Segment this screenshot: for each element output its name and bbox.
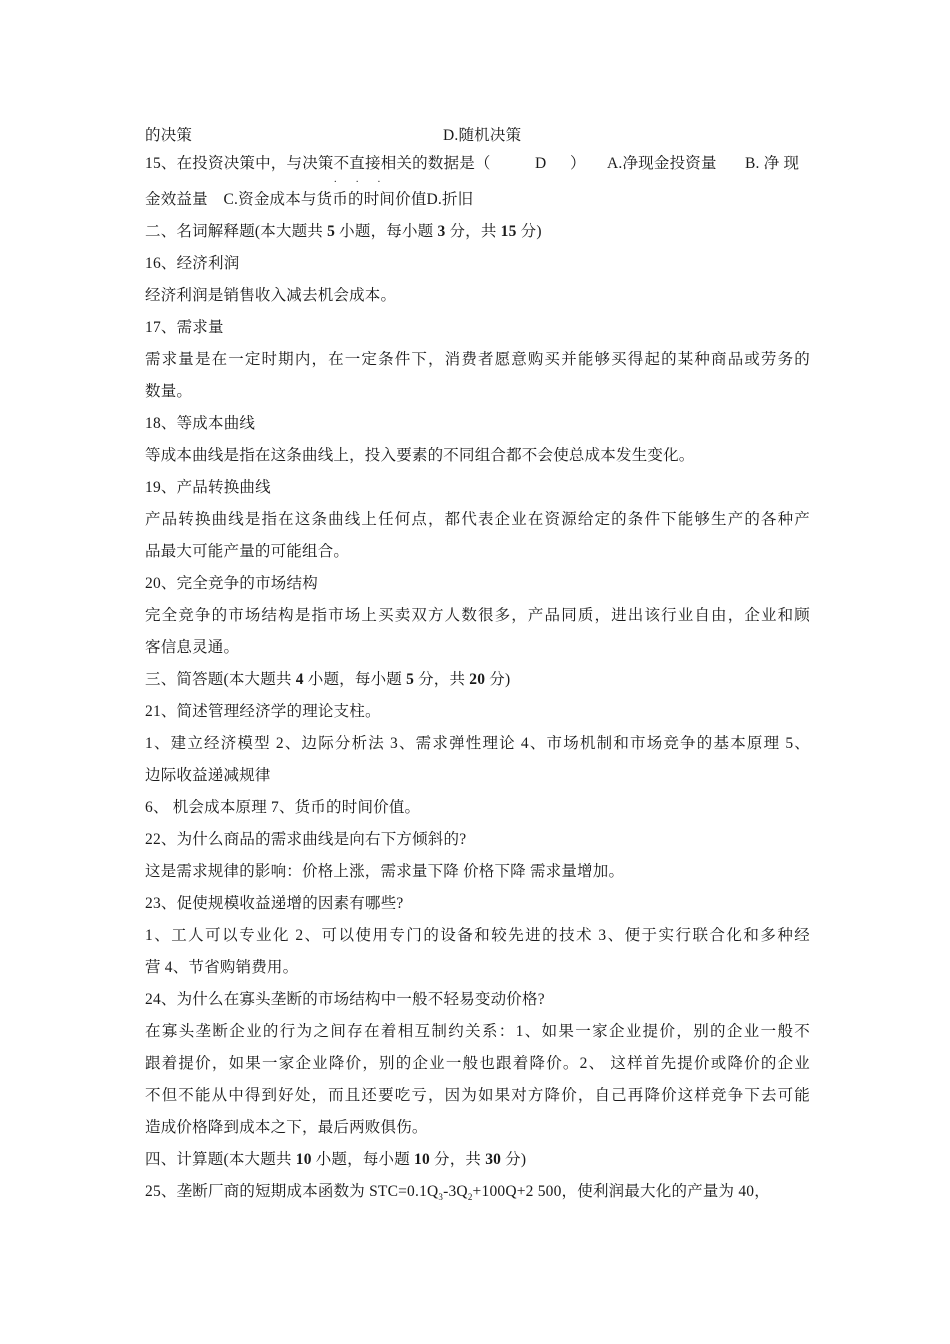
answer-20-line1: 完全竞争的市场结构是指市场上买卖双方人数很多，产品同质，进出该行业自由，企业和顾 [145, 607, 810, 624]
question-24: 24、为什么在寡头垄断的市场结构中一般不轻易变动价格? [145, 991, 545, 1008]
total-num: 20 [469, 671, 486, 688]
answer-17-line1: 需求量是在一定时期内，在一定条件下，消费者愿意购买并能够买得起的某种商品或劳务的 [145, 351, 810, 368]
count-num: 5 [327, 223, 336, 240]
exponent: 3 [438, 1192, 444, 1203]
paren-close: ） [570, 155, 586, 172]
question-23: 23、促使规模收益递增的因素有哪些? [145, 895, 404, 912]
heading-text: 小题，每小题 [335, 223, 438, 240]
emphasized-text [333, 155, 389, 188]
heading-text: 分) [485, 671, 511, 688]
option-d-14: D.随机决策 [443, 127, 522, 144]
heading-text: 分，共 [445, 223, 501, 240]
answer-23-line2: 营 4、节省购销费用。 [145, 959, 299, 976]
answer-21-line3: 6、 机会成本原理 7、货币的时间价值。 [145, 799, 421, 816]
answer-24-line4: 造成价格降到成本之下，最后两败俱伤。 [145, 1119, 428, 1136]
answer-17-line2: 数量。 [145, 383, 193, 400]
answer-24-line2: 跟着提价，如果一家企业降价，别的企业一般也跟着降价。2、 这样首先提价或降价的企业 [145, 1055, 810, 1072]
heading-text: 分，共 [414, 671, 470, 688]
points-num: 10 [414, 1151, 430, 1168]
formula-text: 25、垄断厂商的短期成本函数为 STC=0.1Q [145, 1183, 439, 1200]
heading-text: 三、简答题(本大题共 [145, 671, 296, 688]
question-15 [145, 154, 810, 188]
answer-22: 这是需求规律的影响：价格上涨，需求量下降 价格下降 需求量增加。 [145, 863, 625, 880]
answer-20-line2: 客信息灵通。 [145, 639, 240, 656]
answer-18: 等成本曲线是指在这条曲线上，投入要素的不同组合都不会使总成本发生变化。 [145, 447, 695, 464]
section-heading-4 [145, 1150, 810, 1170]
section-heading-2 [145, 222, 810, 242]
exponent: 2 [467, 1192, 473, 1203]
total-num: 15 [500, 223, 517, 240]
heading-text: 二、名词解释题(本大题共 [145, 223, 328, 240]
question-18: 18、等成本曲线 [145, 415, 256, 432]
emphasis-dots: · · · [333, 177, 389, 188]
count-num: 4 [295, 671, 304, 688]
answer-16: 经济利润是销售收入减去机会成本。 [145, 287, 397, 304]
emph-word: 不直接 [333, 155, 381, 172]
heading-text: 分，共 [429, 1151, 486, 1168]
answer-23-line1: 1、工人可以专业化 2、可以使用专门的设备和较先进的技术 3、便于实行联合化和多种经 [145, 927, 810, 944]
heading-text: 小题，每小题 [311, 1151, 415, 1168]
question-21: 21、简述管理经济学的理论支柱。 [145, 703, 381, 720]
answer-19-line1: 产品转换曲线是指在这条曲线上任何点，都代表企业在资源给定的条件下能够生产的各种产 [145, 511, 810, 528]
points-num: 3 [437, 223, 446, 240]
option-b: B. 净 现 [745, 155, 800, 172]
section-heading-3 [145, 670, 810, 690]
heading-text: 四、计算题(本大题共 [145, 1151, 296, 1168]
question-16: 16、经济利润 [145, 255, 240, 272]
answer-19-line2: 品最大可能产量的可能组合。 [145, 543, 350, 560]
question-22: 22、为什么商品的需求曲线是向右下方倾斜的? [145, 831, 467, 848]
question-20: 20、完全竞争的市场结构 [145, 575, 318, 592]
question-15-cont: 金效益量 C.资金成本与货币的时间价值D.折旧 [145, 191, 474, 208]
points-num: 5 [406, 671, 415, 688]
question-text: 15、在投资决策中，与决策 [145, 155, 334, 172]
text-fragment: 的决策 [145, 127, 193, 144]
heading-text: 小题，每小题 [303, 671, 407, 688]
heading-text: 分) [516, 223, 542, 240]
answer-21-line2: 边际收益递减规律 [145, 767, 271, 784]
heading-text: 分) [501, 1151, 527, 1168]
total-num: 30 [485, 1151, 502, 1168]
count-num: 10 [295, 1151, 312, 1168]
answer-21-line1: 1、建立经济模型 2、边际分析法 3、需求弹性理论 4、市场机制和市场竞争的基本原理 5、 [145, 735, 810, 752]
formula-text: +100Q+2 500，使利润最大化的产量为 40， [472, 1183, 770, 1200]
question-25 [145, 1182, 810, 1207]
option-line-14 [145, 126, 810, 146]
answer-letter: D [535, 155, 547, 172]
formula-text: -3Q [443, 1183, 468, 1200]
question-text: 相关的数据是（ [380, 155, 491, 172]
answer-24-line1: 在寡头垄断企业的行为之间存在着相互制约关系：1、如果一家企业提价，别的企业一般不 [145, 1023, 810, 1040]
option-a: A.净现金投资量 [607, 155, 717, 172]
question-19: 19、产品转换曲线 [145, 479, 271, 496]
answer-24-line3: 不但不能从中得到好处，而且还要吃亏，因为如果对方降价，自己再降价这样竞争下去可能 [145, 1087, 810, 1104]
question-17: 17、需求量 [145, 319, 224, 336]
